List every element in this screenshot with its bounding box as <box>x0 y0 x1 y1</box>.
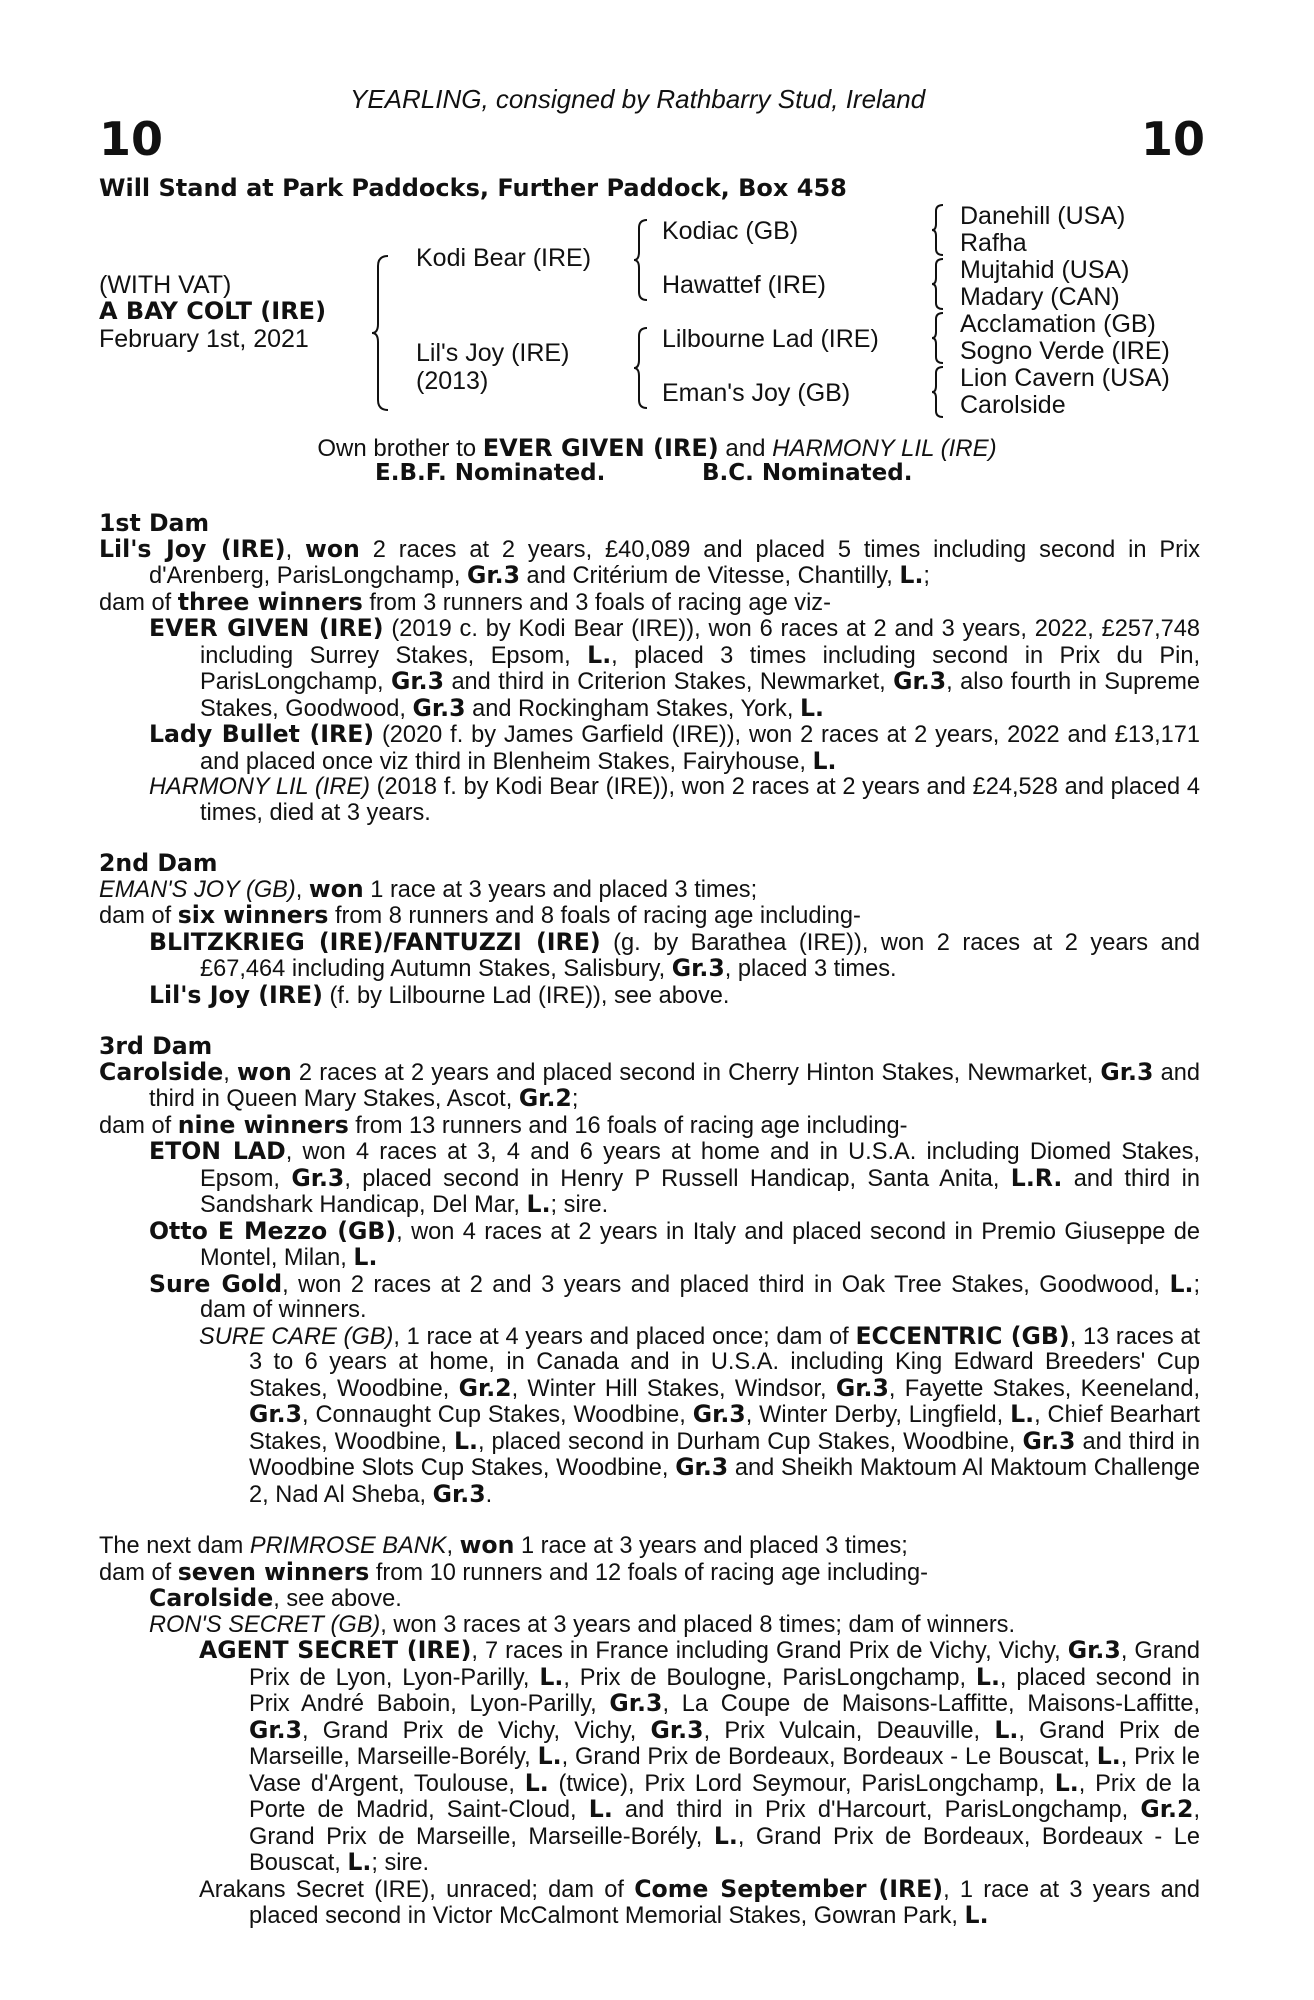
lot-number-right: 10 <box>1140 112 1205 166</box>
foaling-date: February 1st, 2021 <box>99 325 309 353</box>
dam-brace <box>632 326 650 410</box>
dam1-produce-lady-bullet: Lady Bullet (IRE) (2020 f. by James Garfield (IRE)), won 2 races at 2 years, 2022 and £13,171 and placed once viz third in Blenheim Stakes, Fairyhouse, L. <box>149 720 1200 775</box>
lot-number-left: 10 <box>99 112 164 166</box>
sire-name: Kodi Bear (IRE) <box>416 244 592 272</box>
gen4-madary: Madary (CAN) <box>960 283 1120 311</box>
gen3-hawattef: Hawattef (IRE) <box>662 271 826 299</box>
gen3-lilbourne-lad: Lilbourne Lad (IRE) <box>662 325 879 353</box>
next-dam-produce-rons-secret: RON'S SECRET (GB), won 3 races at 3 years and placed 8 times; dam of winners. <box>149 1611 1016 1638</box>
gen4-lion-cavern: Lion Cavern (USA) <box>960 364 1170 392</box>
pedigree-brace <box>370 254 392 412</box>
next-dam-produce-arakans-secret: Arakans Secret (IRE), unraced; dam of Come September (IRE), 1 race at 3 years and placed second in Victor McCalmont Memorial Stakes, Gowran Park, L. <box>199 1874 1200 1929</box>
vat-note: (WITH VAT) <box>99 271 232 299</box>
next-dam-produce-carolside: Carolside, see above. <box>149 1584 402 1612</box>
dam-name: Lil's Joy (IRE) <box>416 339 570 367</box>
dam2-produce-blitzkrieg: BLITZKRIEG (IRE)/FANTUZZI (IRE) (g. by Barathea (IRE)), won 2 races at 2 years and £67,464 including Autumn Stakes, Salisbury, Gr.3, placed 3 times. <box>149 927 1200 982</box>
dam3-produce-otto-e-mezzo: Otto E Mezzo (GB), won 4 races at 2 years in Italy and placed second in Premio Giuseppe de Montel, Milan, L. <box>149 1216 1200 1271</box>
dam3-produce-eton-lad: ETON LAD, won 4 races at 3, 4 and 6 years at home and in U.S.A. including Diomed Stakes, Epsom, Gr.3, placed second in Henry P Russell Handicap, Santa Anita, L.R. and third in Sandshark Handicap, Del Mar, L.; sire. <box>149 1137 1200 1218</box>
dam-year: (2013) <box>416 367 489 395</box>
dam1-produce-summary: dam of three winners from 3 runners and 3 foals of racing age viz- <box>99 587 831 616</box>
next-dam-summary: The next dam PRIMROSE BANK, won 1 race at 3 years and placed 3 times; <box>99 1531 908 1559</box>
gen4-acclamation: Acclamation (GB) <box>960 310 1156 338</box>
dam2-produce-summary: dam of six winners from 8 runners and 8 foals of racing age including- <box>99 901 861 929</box>
gen4-rafha: Rafha <box>960 229 1027 257</box>
sire-brace <box>632 218 650 302</box>
next-dam-produce-summary: dam of seven winners from 10 runners and 12 foals of racing age including- <box>99 1557 929 1586</box>
dam1-produce-ever-given: EVER GIVEN (IRE) (2019 c. by Kodi Bear (IRE)), won 6 races at 2 and 3 years, 2022, £257,748 including Surrey Stakes, Epsom, L., placed 3 times including second in Prix du Pin, ParisLongchamp, Gr.3 and third in Criterion Stakes, Newmarket, Gr.3, also fourth in Supreme Stakes, Goodwood, Gr.3 and Rockingham Stakes, York, L. <box>149 614 1200 722</box>
dam-records <box>99 511 1200 1930</box>
gen4-carolside: Carolside <box>960 391 1066 419</box>
dam3-produce-sure-gold: Sure Gold, won 2 races at 2 and 3 years and placed third in Oak Tree Stakes, Goodwood, L.; dam of winners. <box>149 1269 1200 1323</box>
ebf-nominated: E.B.F. Nominated. <box>375 460 606 486</box>
gen4-sogno-verde: Sogno Verde (IRE) <box>960 337 1170 365</box>
own-brother-note: Own brother to EVER GIVEN (IRE) and HARMONY LIL (IRE) <box>317 434 997 462</box>
dam2-summary: EMAN'S JOY (GB), won 1 race at 3 years and placed 3 times; <box>99 874 758 903</box>
gen4-brace-4 <box>930 365 946 419</box>
gen4-brace-3 <box>930 311 946 365</box>
dam1-summary: Lil's Joy (IRE), won 2 races at 2 years, £40,089 and placed 5 times including second in Prix d'Arenberg, ParisLongchamp, Gr.3 and Critérium de Vitesse, Chantilly, L.; <box>99 534 1200 589</box>
gen4-mujtahid: Mujtahid (USA) <box>960 256 1130 284</box>
dam2-produce-lils-joy: Lil's Joy (IRE) (f. by Lilbourne Lad (IRE)), see above. <box>149 980 730 1009</box>
gen4-danehill: Danehill (USA) <box>960 202 1126 230</box>
section-heading-1st-dam: 1st Dam <box>99 509 210 537</box>
gen4-brace-1 <box>930 203 946 257</box>
section-heading-3rd-dam: 3rd Dam <box>99 1032 213 1060</box>
next-dam-produce-agent-secret: AGENT SECRET (IRE), 7 races in France including Grand Prix de Vichy, Vichy, Gr.3, Grand Prix de Lyon, Lyon-Parilly, L., Prix de Boulogne, ParisLongchamp, L., placed second in Prix André Baboin, Lyon-Parilly, Gr.3, La Coupe de Maisons-Laffitte, Maisons-Laffitte, Gr.3, Grand Prix de Vichy, Vichy, Gr.3, Prix Vulcain, Deauville, L., Grand Prix de Marseille, Marseille-Borély, L., Grand Prix de Bordeaux, Bordeaux - Le Bouscat, L., Prix le Vase d'Argent, Toulouse, L. (twice), Prix Lord Seymour, ParisLongchamp, L., Prix de la Porte de Madrid, Saint-Cloud, L. and third in Prix d'Harcourt, ParisLongchamp, Gr.2, Grand Prix de Marseille, Marseille-Borély, L., Grand Prix de Bordeaux, Bordeaux - Le Bouscat, L.; sire. <box>199 1636 1201 1876</box>
bc-nominated: B.C. Nominated. <box>702 460 913 486</box>
dam3-produce-summary: dam of nine winners from 13 runners and 16 foals of racing age including- <box>99 1110 908 1139</box>
dam1-produce-harmony-lil: HARMONY LIL (IRE) (2018 f. by Kodi Bear (IRE)), won 2 races at 2 years and £24,528 and placed 4 times, died at 3 years. <box>149 774 1200 826</box>
gen3-emans-joy: Eman's Joy (GB) <box>662 379 851 407</box>
gen4-brace-2 <box>930 257 946 311</box>
gen3-kodiac: Kodiac (GB) <box>662 217 799 245</box>
dam3-produce-sure-care: SURE CARE (GB), 1 race at 4 years and placed once; dam of ECCENTRIC (GB), 13 races at 3 to 6 years at home, in Canada and in U.S.A. including King Edward Breeders' Cup Stakes, Woodbine, Gr.2, Winter Hill Stakes, Windsor, Gr.3, Fayette Stakes, Keeneland, Gr.3, Connaught Cup Stakes, Woodbine, Gr.3, Winter Derby, Lingfield, L., Chief Bearhart Stakes, Woodbine, L., placed second in Durham Cup Stakes, Woodbine, Gr.3 and third in Woodbine Slots Cup Stakes, Woodbine, Gr.3 and Sheikh Maktoum Al Maktoum Challenge 2, Nad Al Sheba, Gr.3. <box>199 1321 1201 1508</box>
horse-name: A BAY COLT (IRE) <box>99 297 327 325</box>
section-heading-2nd-dam: 2nd Dam <box>99 849 218 877</box>
stable-location: Will Stand at Park Paddocks, Further Paddock, Box 458 <box>99 174 847 202</box>
consignor-subtitle: YEARLING, consigned by Rathbarry Stud, Ireland <box>350 84 926 114</box>
dam3-summary: Carolside, won 2 races at 2 years and placed second in Cherry Hinton Stakes, Newmarket, Gr.3 and third in Queen Mary Stakes, Ascot, Gr.2; <box>99 1057 1200 1112</box>
